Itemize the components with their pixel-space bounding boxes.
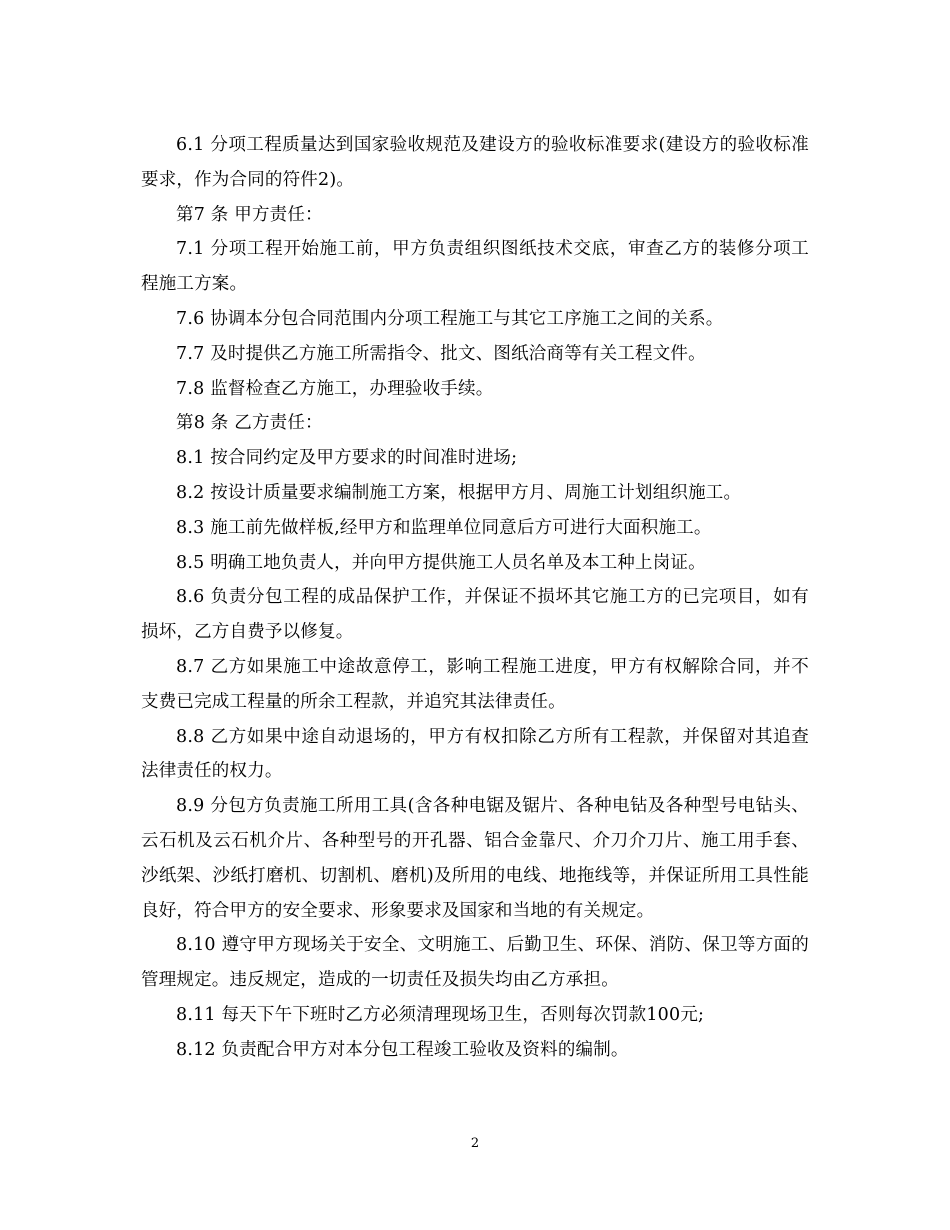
- clause-8-11: 8.11 每天下午下班时乙方必须清理现场卫生，否则每次罚款100元;: [176, 1004, 705, 1025]
- clause-8-12: 8.12 负责配合甲方对本分包工程竣工验收及资料的编制。: [176, 1039, 629, 1060]
- clause-8-2: 8.2 按设计质量要求编制施工方案，根据甲方月、周施工计划组织施工。: [176, 482, 742, 503]
- clause-8-9: 8.9 分包方负责施工所用工具(含各种电锯及锯片、各种电钻及各种型号电钻头、云石机及云石机介片、各种型号的开孔器、铝合金靠尺、介刀介刀片、施工用手套、沙纸架、沙纸打磨机、切割机、磨机)及所用的电线、地拖线等，并保证所用工具性能良好，符合甲方的安全要求、形象要求及国家和当地的有关规定。: [141, 796, 809, 921]
- article-8-heading: 第8 条 乙方责任：: [176, 413, 323, 434]
- clause-6-1: 6.1 分项工程质量达到国家验收规范及建设方的验收标准要求(建设方的验收标准要求，作为合同的符件2)。: [141, 135, 809, 190]
- clause-8-5: 8.5 明确工地负责人，并向甲方提供施工人员名单及本工种上岗证。: [176, 552, 706, 573]
- clause-8-10: 8.10 遵守甲方现场关于安全、文明施工、后勤卫生、环保、消防、保卫等方面的管理规定。违反规定，造成的一切责任及损失均由乙方承担。: [141, 935, 809, 991]
- clause-7-7: 7.7 及时提供乙方施工所需指令、批文、图纸洽商等有关工程文件。: [176, 343, 706, 364]
- document-body: [141, 128, 809, 1068]
- clause-8-7: 8.7 乙方如果施工中途故意停工，影响工程施工进度，甲方有权解除合同，并不支费已完成工程量的所余工程款，并追究其法律责任。: [141, 656, 809, 712]
- clause-8-3: 8.3 施工前先做样板,经甲方和监理单位同意后方可进行大面积施工。: [176, 517, 712, 538]
- page-number: 2: [470, 1136, 480, 1151]
- article-7-heading: 第7 条 甲方责任：: [176, 204, 323, 225]
- clause-8-1: 8.1 按合同约定及甲方要求的时间准时进场;: [176, 448, 518, 469]
- clause-7-1: 7.1 分项工程开始施工前，甲方负责组织图纸技术交底，审查乙方的装修分项工程施工方案。: [141, 239, 809, 295]
- clause-8-6: 8.6 负责分包工程的成品保护工作，并保证不损坏其它施工方的已完项目，如有损坏，乙方自费予以修复。: [141, 587, 809, 643]
- clause-7-8: 7.8 监督检查乙方施工，办理验收手续。: [176, 378, 494, 399]
- clause-7-6: 7.6 协调本分包合同范围内分项工程施工与其它工序施工之间的关系。: [176, 308, 724, 329]
- clause-8-8: 8.8 乙方如果中途自动退场的，甲方有权扣除乙方所有工程款，并保留对其追查法律责任的权力。: [141, 726, 809, 782]
